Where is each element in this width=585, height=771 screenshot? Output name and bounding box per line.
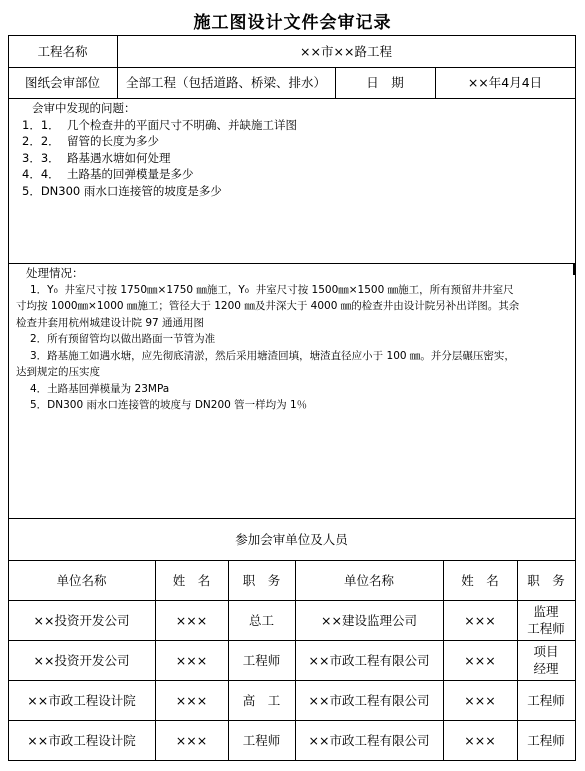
participant-position: 工程师 [527,732,565,748]
row-divider [8,263,576,264]
participant-name: ××× [175,732,208,748]
project-name-label: 工程名称 [37,43,88,59]
participant-position: 高 工 [242,692,281,708]
participant-position: 监理 工程师 [527,604,565,636]
participant-unit: ××市政工程设计院 [27,692,136,708]
issue-item: 5．DN300 雨水口连接管的坡度是多少 [22,183,222,198]
handling-line: 检查井套用杭州城建设计院 97 通通用图 [16,316,205,329]
participant-name: ××× [464,692,496,708]
participant-position: 项目 经理 [533,644,559,676]
table-border-right [575,35,576,761]
participants-heading: 参加会审单位及人员 [235,531,348,547]
participant-position: 总工 [248,612,274,628]
handling-line: 1．Y₀ 井室尺寸按 1750㎜×1750 ㎜施工，Y₀ 井室尺寸按 1500㎜×1500 ㎜施工，所有预留井井室尺 [30,283,514,296]
participant-name: ××× [464,652,496,668]
issue-item: 4．4． 土路基的回弹模量是多少 [22,167,194,181]
handling-line: 寸均按 1000㎜×1000 ㎜施工；管径大于 1200 ㎜及井深大于 4000 ㎜的检查井由设计院另补出详图。其余 [16,300,520,312]
participant-unit: ××市政工程设计院 [27,732,136,748]
issue-item: 1．1． 几个检查井的平面尺寸不明确、并缺施工详图 [22,117,297,132]
col-header-position: 职 务 [527,572,565,588]
participant-unit: ××市政工程有限公司 [308,732,430,748]
issue-item: 3．3． 路基遇水塘如何处理 [22,150,171,165]
participant-name: ××× [175,612,208,628]
project-name-value: ××市××路工程 [300,43,392,59]
participant-position: 工程师 [527,692,565,708]
handling-line: 5．DN300 雨水口连接管的坡度与 DN200 管一样均为 1％ [30,399,308,411]
review-part-value: 全部工程（包括道路、桥梁、排水） [125,75,326,90]
col-header-position: 职 务 [242,572,281,588]
participant-unit: ××市政工程有限公司 [308,692,430,708]
participant-position: 工程师 [242,652,281,668]
participant-name: ××× [175,692,208,708]
date-label: 日 期 [366,75,404,90]
participant-position: 工程师 [242,732,281,748]
participant-name: ××× [464,612,496,628]
review-part-label: 图纸会审部位 [24,75,100,90]
col-header-unit: 单位名称 [56,572,107,588]
handling-line: 3．路基施工如遇水塘，应先彻底清淤，然后采用塘渣回填，塘渣直径应小于 100 ㎜。并分层碾压密实， [30,349,515,362]
handling-heading: 处理情况： [26,266,84,280]
participant-unit: ××投资开发公司 [33,652,130,668]
handling-line: 2．所有预留管均以做出路面一节管为准 [30,333,216,345]
issues-section [22,100,297,199]
issue-item: 2．2． 留管的长度为多少 [22,134,159,148]
participant-name: ××× [464,732,496,748]
review-table [8,35,576,761]
handling-section [16,265,570,414]
date-value: ××年4月4日 [467,75,543,90]
handling-line: 4．土路基回弹模量为 23MPa [30,382,170,395]
col-header-unit: 单位名称 [343,572,394,588]
participant-unit: ××投资开发公司 [33,612,130,628]
participant-unit: ××建设监理公司 [321,612,417,628]
row-divider [8,98,576,99]
participant-name: ××× [175,652,208,668]
table-border-bottom [8,760,576,761]
issues-heading: 会审中发现的问题： [32,101,136,115]
col-header-name: 姓 名 [461,572,499,588]
handling-line: 达到规定的压实度 [16,366,100,378]
page-edge-mark [573,263,576,275]
participant-unit: ××市政工程有限公司 [308,652,430,668]
document-title: 施工图设计文件会审记录 [193,13,392,33]
col-header-name: 姓 名 [172,572,211,588]
